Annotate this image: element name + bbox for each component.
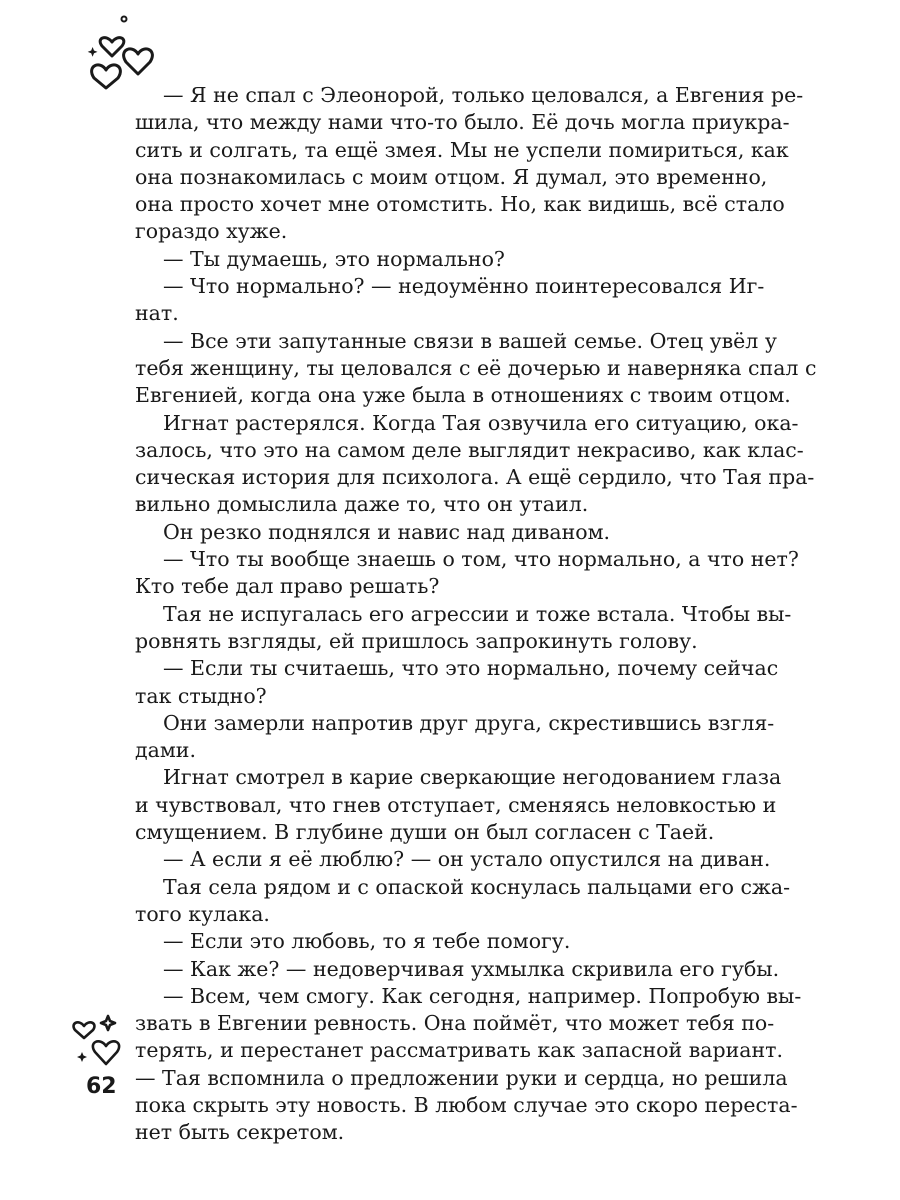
text-line: вильно домыслила даже то, что он утаил. (135, 492, 589, 517)
text-line: — Если ты считаешь, что это нормально, почему сейчас (163, 656, 779, 681)
text-line: — Как же? — недоверчивая ухмылка скривила его губы. (163, 956, 780, 981)
text-line: — Тая вспомнила о предложении руки и сердца, но решила (135, 1065, 788, 1090)
text-line: Игнат растерялся. Когда Тая озвучила его ситуацию, ока- (163, 410, 799, 435)
text-line: Кто тебе дал право решать? (135, 574, 440, 599)
text-line: ровнять взгляды, ей пришлось запрокинуть голову. (135, 628, 698, 653)
text-line: гораздо хуже. (135, 219, 288, 244)
text-line: — Ты думаешь, это нормально? (163, 246, 505, 271)
body-text (135, 82, 817, 1147)
text-line: она познакомилась с моим отцом. Я думал, это временно, (135, 164, 768, 189)
text-line: — Всем, чем смогу. Как сегодня, например. Попробую вы- (163, 983, 802, 1008)
text-line: — Все эти запутанные связи в вашей семье. Отец увёл у (163, 328, 777, 353)
text-line: пока скрыть эту новость. В любом случае это скоро переста- (135, 1092, 798, 1117)
text-line: Евгенией, когда она уже была в отношениях с твоим отцом. (135, 383, 791, 408)
text-line: нат. (135, 301, 179, 326)
text-line: того кулака. (135, 901, 270, 926)
hearts-sparkle-icon (80, 12, 170, 92)
text-line: Тая села рядом и с опаской коснулась пальцами его сжа- (163, 874, 791, 899)
text-line: терять, и перестанет рассматривать как запасной вариант. (135, 1038, 783, 1063)
text-line: сить и солгать, та ещё змея. Мы не успели помириться, как (135, 137, 789, 162)
page-number: 62 (86, 1074, 117, 1099)
text-line: Игнат смотрел в карие сверкающие негодованием глаза (163, 765, 782, 790)
hearts-sparkle-icon (68, 1010, 128, 1074)
text-line: залось, что это на самом деле выглядит некрасиво, как клас- (135, 437, 804, 462)
text-line: сическая история для психолога. А ещё сердило, что Тая пра- (135, 465, 815, 490)
text-line: нет быть секретом. (135, 1120, 345, 1145)
text-line: и чувствовал, что гнев отступает, сменяясь неловкостью и (135, 792, 777, 817)
text-line: — Что нормально? — недоумённо поинтересовался Иг- (163, 274, 765, 299)
text-line: — Что ты вообще знаешь о том, что нормально, а что нет? (163, 547, 799, 572)
text-line: Тая не испугалась его агрессии и тоже встала. Чтобы вы- (163, 601, 792, 626)
text-line: шила, что между нами что-то было. Её дочь могла приукра- (135, 110, 790, 135)
text-line: так стыдно? (135, 683, 267, 708)
text-line: — Я не спал с Элеонорой, только целовался, а Евгения ре- (163, 83, 804, 107)
text-line: — Если это любовь, то я тебе помогу. (163, 929, 571, 954)
text-line: она просто хочет мне отомстить. Но, как видишь, всё стало (135, 192, 785, 217)
text-line: смущением. В глубине души он был согласен с Таей. (135, 820, 715, 845)
text-line: — А если я её люблю? — он устало опустился на диван. (163, 847, 771, 872)
text-line: звать в Евгении ревность. Она поймёт, что может тебя по- (135, 1011, 775, 1036)
text-line: Они замерли напротив друг друга, скрестившись взгля- (163, 710, 775, 735)
text-line: Он резко поднялся и навис над диваном. (163, 519, 611, 544)
text-line: дами. (135, 738, 196, 763)
text-line: тебя женщину, ты целовался с её дочерью и наверняка спал с (135, 355, 817, 380)
